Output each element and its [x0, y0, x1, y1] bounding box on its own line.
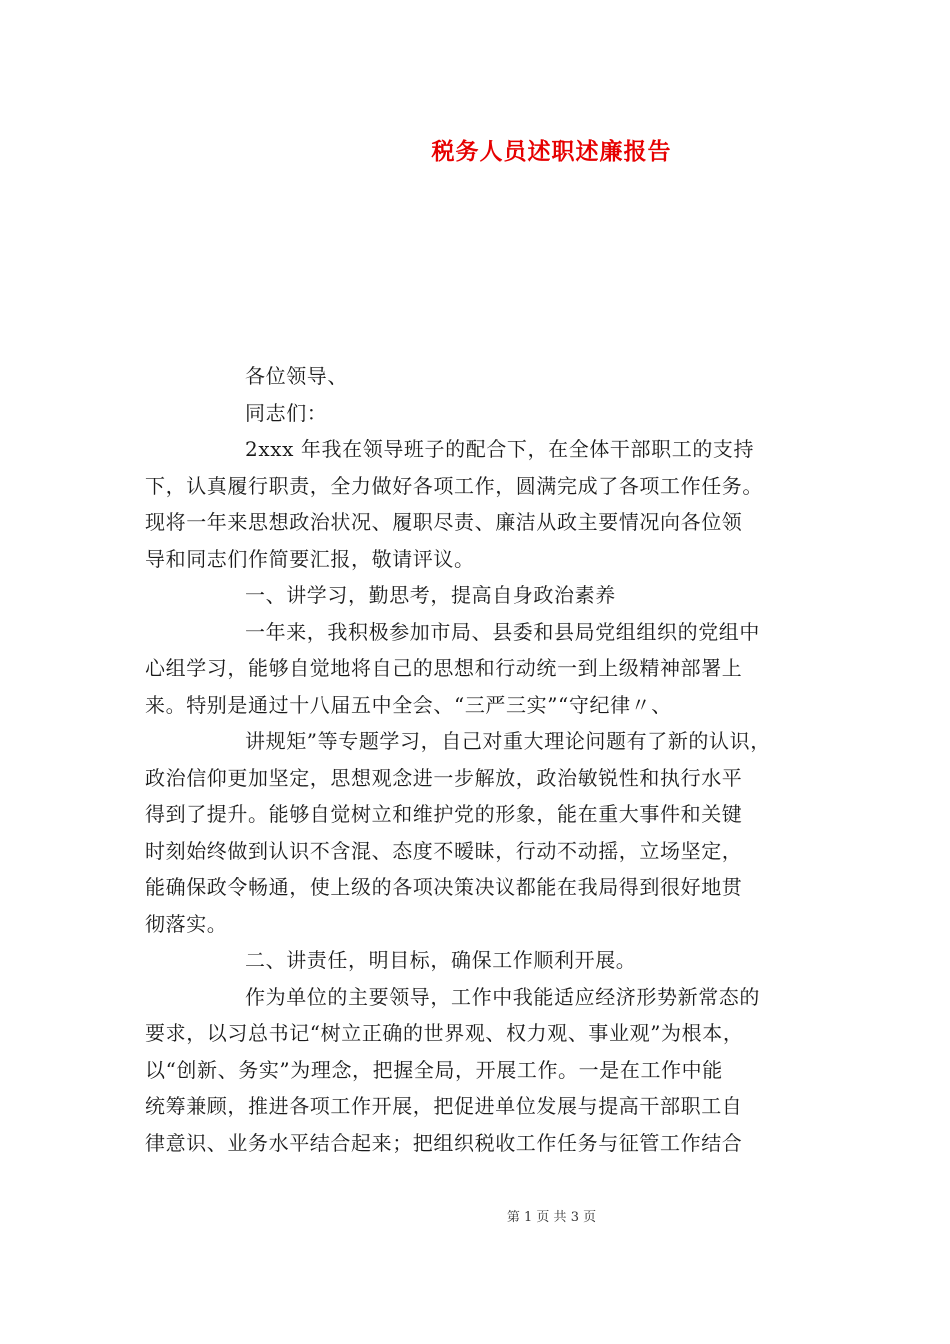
body-line: 导和同志们作简要汇报，敬请评议。 — [145, 546, 475, 571]
body-line: 得到了提升。能够自觉树立和维护党的形象，能在重大事件和关键 — [145, 802, 743, 826]
body-line: 能确保政令畅通，使上级的各项决策决议都能在我局得到很好地贯 — [145, 875, 743, 899]
section-heading: 一、讲学习，勤思考，提高自身政治素养 — [245, 583, 616, 607]
body-line: 彻落实。 — [145, 911, 228, 936]
body-line: 统筹兼顾，推进各项工作开展，把促进单位发展与提高干部职工自 — [145, 1094, 743, 1118]
body-line: 2xxx 年我在领导班子的配合下，在全体干部职工的支持 — [245, 437, 755, 461]
section-heading: 二、讲责任，明目标，确保工作顺利开展。 — [245, 948, 637, 972]
body-line: 同志们： — [245, 400, 328, 425]
body-line: 要求，以习总书记“树立正确的世界观、权力观、事业观”为根本， — [145, 1021, 744, 1045]
body-line: 心组学习，能够自觉地将自己的思想和行动统一到上级精神部署上 — [145, 656, 743, 680]
document-title: 税务人员述职述廉报告 — [431, 138, 672, 165]
body-line: 现将一年来思想政治状况、履职尽责、廉洁从政主要情况向各位领 — [145, 510, 743, 534]
body-line: 来。特别是通过十八届五中全会、“三严三实”“守纪律〃、 — [145, 692, 672, 717]
body-line: 律意识、业务水平结合起来；把组织税收工作任务与征管工作结合 — [145, 1130, 743, 1155]
body-line: 讲规矩”等专题学习，自己对重大理论问题有了新的认识， — [245, 729, 771, 753]
body-line: 一年来，我积极参加市局、县委和县局党组组织的党组中 — [245, 619, 760, 644]
document-body — [145, 358, 813, 1161]
body-line: 以“创新、务实”为理念，把握全局，开展工作。一是在工作中能 — [145, 1057, 723, 1082]
body-line: 作为单位的主要领导，工作中我能适应经济形势新常态的 — [245, 984, 760, 1009]
body-line: 下，认真履行职责，全力做好各项工作，圆满完成了各项工作任务。 — [145, 473, 763, 498]
body-line: 政治信仰更加坚定，思想观念进一步解放，政治敏锐性和执行水平 — [145, 765, 743, 790]
body-line: 各位领导、 — [245, 364, 348, 388]
body-line: 时刻始终做到认识不含混、态度不暧昧，行动不动摇，立场坚定， — [145, 838, 743, 863]
page-number-footer: 第 1 页 共 3 页 — [506, 1210, 597, 1225]
